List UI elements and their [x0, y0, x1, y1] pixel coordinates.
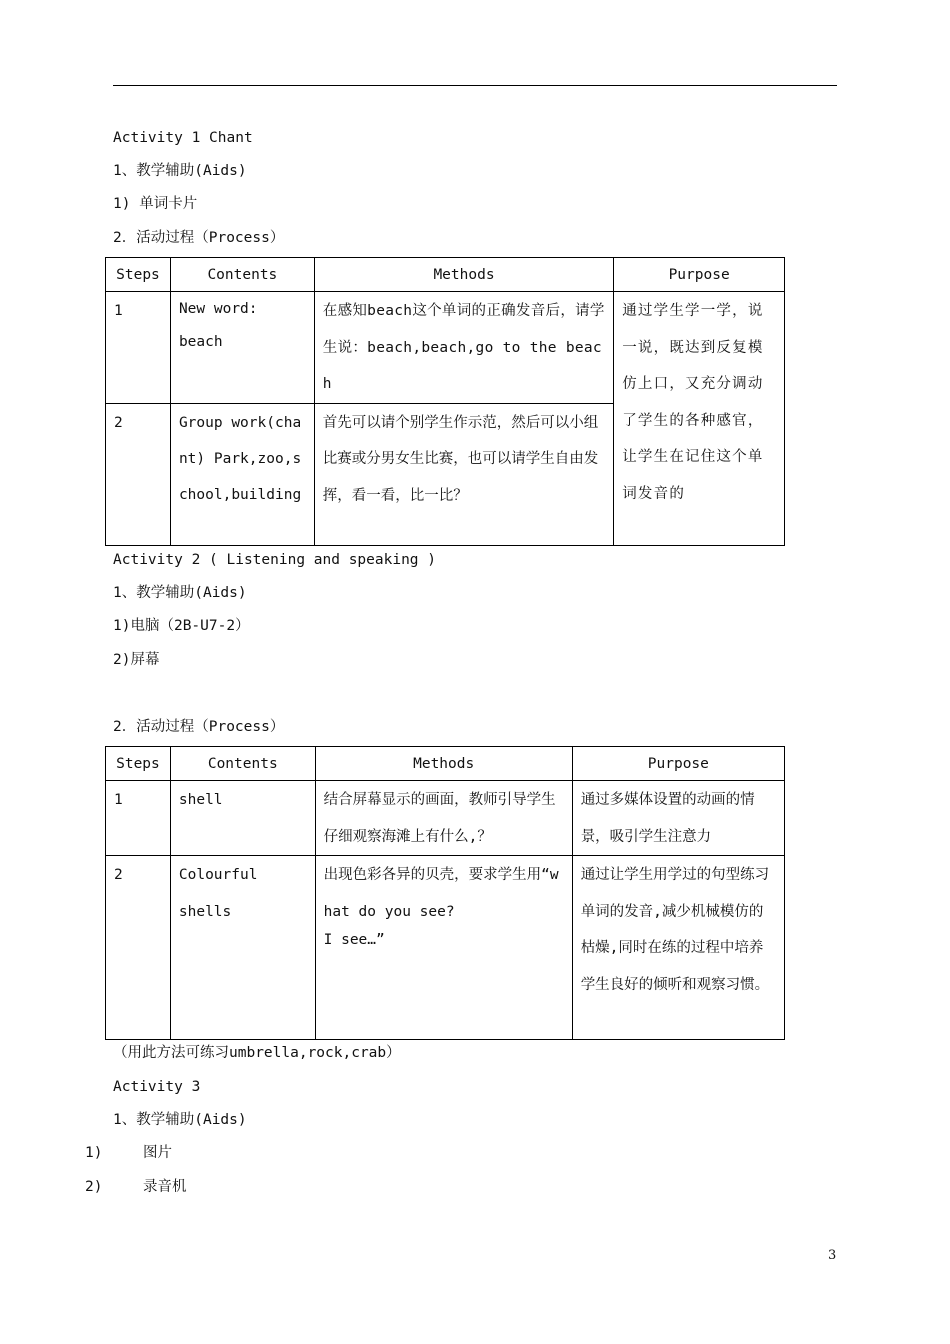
- activity1-aids-heading: 1、教学辅助(Aids): [113, 163, 247, 179]
- table-row: [106, 856, 785, 1040]
- step-cell: 2: [106, 856, 171, 1040]
- purpose-cell: 通过让学生用学过的句型练习单词的发音,减少机械模仿的枯燥,同时在练的过程中培养学生良好的倾听和观察习惯。: [572, 856, 784, 1040]
- header-purpose: Purpose: [614, 258, 785, 292]
- header-rule: [113, 85, 837, 86]
- table-row: [106, 292, 785, 404]
- contents-cell: Group work(chant) Park,zoo,school,building: [170, 403, 314, 545]
- activity2-aids-heading: 1、教学辅助(Aids): [113, 585, 247, 601]
- page-number: 3: [828, 1248, 837, 1263]
- purpose-cell: 通过多媒体设置的动画的情景，吸引学生注意力: [572, 781, 784, 856]
- step-cell: 1: [106, 781, 171, 856]
- activity1-title: Activity 1 Chant: [113, 130, 253, 146]
- methods-cell: 在感知beach这个单词的正确发音后，请学生说：beach,beach,go to the beach: [314, 292, 613, 404]
- activity2-note: （用此方法可练习umbrella,rock,crab）: [113, 1045, 401, 1061]
- header-contents: Contents: [170, 747, 315, 781]
- activity2-title: Activity 2 ( Listening and speaking ): [113, 552, 437, 568]
- activity1-table: [105, 257, 785, 546]
- methods-cell: 首先可以请个别学生作示范，然后可以小组比赛或分男女生比赛，也可以请学生自由发挥，看一看，比一比？: [314, 403, 613, 545]
- header-steps: Steps: [106, 747, 171, 781]
- activity2-aid-item: 2)屏幕: [113, 652, 160, 668]
- header-contents: Contents: [170, 258, 314, 292]
- activity2-aid-item: 1)电脑（2B-U7-2）: [113, 618, 250, 634]
- activity2-table: [105, 746, 785, 1040]
- table-header-row: [106, 258, 785, 292]
- header-purpose: Purpose: [572, 747, 784, 781]
- table-row: [106, 781, 785, 856]
- contents-cell: New word: beach: [170, 292, 314, 404]
- methods-line: 出现色彩各异的贝壳，要求学生用“what do you see?: [323, 867, 559, 920]
- activity3-aid-number: 2): [85, 1179, 103, 1195]
- methods-cell: [315, 856, 572, 1040]
- activity3-aid-number: 1): [85, 1145, 103, 1161]
- purpose-cell: 通过学生学一学，说一说，既达到反复模仿上口，又充分调动了学生的各种感官，让学生在记住这个单词发音的: [614, 292, 785, 546]
- activity2-process-heading: 2．活动过程（Process）: [113, 719, 285, 735]
- contents-cell: Colourful shells: [170, 856, 315, 1040]
- activity3-aids-heading: 1、教学辅助(Aids): [113, 1112, 247, 1128]
- header-methods: Methods: [315, 747, 572, 781]
- methods-line: I see…”: [323, 932, 385, 948]
- step-cell: 2: [106, 403, 171, 545]
- table-header-row: [106, 747, 785, 781]
- header-steps: Steps: [106, 258, 171, 292]
- contents-cell: shell: [170, 781, 315, 856]
- header-methods: Methods: [314, 258, 613, 292]
- step-cell: 1: [106, 292, 171, 404]
- activity3-aid-item: 录音机: [143, 1179, 187, 1195]
- activity3-title: Activity 3: [113, 1079, 201, 1095]
- methods-cell: 结合屏幕显示的画面，教师引导学生仔细观察海滩上有什么,？: [315, 781, 572, 856]
- activity1-process-heading: 2．活动过程（Process）: [113, 230, 285, 246]
- activity1-aid-item: 1) 单词卡片: [113, 196, 198, 212]
- activity3-aid-item: 图片: [143, 1145, 172, 1161]
